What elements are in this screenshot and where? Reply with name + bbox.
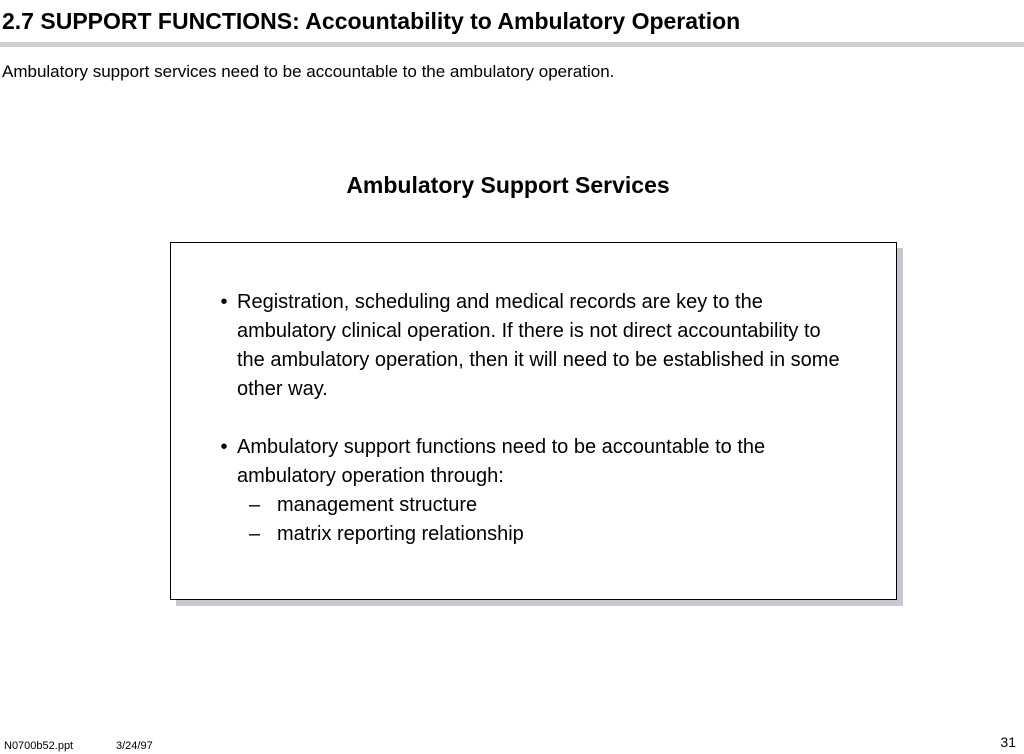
sub-item (237, 491, 851, 520)
slide-title: 2.7 SUPPORT FUNCTIONS: Accountability to Ambulatory Operation (2, 8, 741, 34)
content-box (170, 242, 897, 600)
dash-icon: – (249, 494, 261, 516)
bullet-text: Ambulatory support functions need to be accountable to the ambulatory operation through: (237, 436, 766, 487)
dash-icon: – (249, 523, 261, 545)
bullet-body (237, 433, 851, 549)
bullet-item (211, 288, 851, 404)
bullet-text: Registration, scheduling and medical records are key to the ambulatory clinical operation. If there is not direct accountability to the ambulatory operation, then it will need to be established in some other way. (237, 291, 840, 400)
bullet-list (211, 288, 851, 578)
sub-item-text: management structure (277, 494, 478, 516)
slide-subtitle: Ambulatory support services need to be accountable to the ambulatory operation. (2, 62, 615, 81)
section-heading: Ambulatory Support Services (346, 172, 670, 198)
bullet-item (211, 433, 851, 549)
footer-date: 3/24/97 (116, 740, 153, 752)
bullet-dot-icon: • (220, 291, 228, 313)
sub-item (237, 520, 851, 549)
title-divider (0, 42, 1024, 47)
sub-item-text: matrix reporting relationship (277, 523, 524, 545)
page-number: 31 (1000, 734, 1016, 750)
footer-file-name: N0700b52.ppt (4, 740, 74, 752)
bullet-dot-icon: • (220, 436, 228, 458)
